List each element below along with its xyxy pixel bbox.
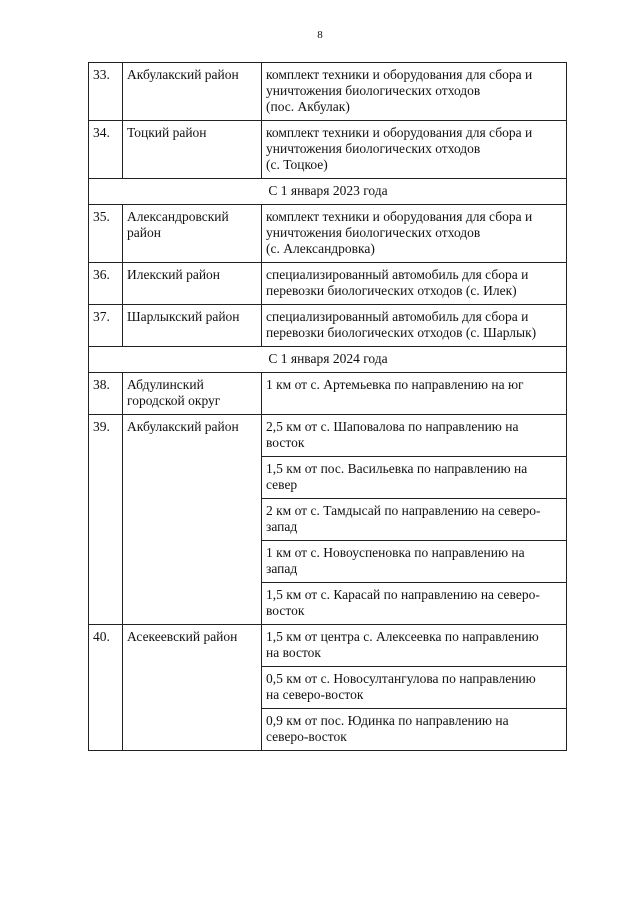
location-description (262, 541, 567, 583)
description-line: 2,5 км от с. Шаповалова по направлению на (266, 419, 519, 434)
section-heading: С 1 января 2024 года (89, 347, 567, 373)
row-number: 36. (89, 263, 123, 305)
description-line: (с. Александровка) (266, 241, 375, 256)
description-line: запад (266, 561, 298, 576)
description-line: 1 км от с. Новоуспеновка по направлению на (266, 545, 525, 560)
row-number: 33. (89, 63, 123, 121)
description-line: северо-восток (266, 729, 347, 744)
row-number: 40. (89, 625, 123, 751)
description-line: 1,5 км от с. Карасай по направлению на северо- (266, 587, 540, 602)
district-name-line: Шарлыкский район (127, 309, 240, 324)
table-body (89, 63, 567, 751)
location-description (262, 121, 567, 179)
table-row (89, 205, 567, 263)
location-description (262, 499, 567, 541)
location-description (262, 457, 567, 499)
description-line: восток (266, 435, 305, 450)
description-line: 1,5 км от центра с. Алексеевка по направлению (266, 629, 539, 644)
row-number: 34. (89, 121, 123, 179)
table-row (89, 625, 567, 667)
description-line: уничтожения биологических отходов (266, 225, 481, 240)
location-description (262, 63, 567, 121)
location-description (262, 583, 567, 625)
page-number: 8 (317, 29, 323, 41)
table-row (89, 263, 567, 305)
location-description (262, 625, 567, 667)
description-line: север (266, 477, 298, 492)
description-line: 2 км от с. Тамдысай по направлению на северо- (266, 503, 541, 518)
district-table (88, 62, 567, 751)
location-description (262, 373, 567, 415)
location-description (262, 415, 567, 457)
district-name-line: Асекеевский район (127, 629, 238, 644)
location-description (262, 205, 567, 263)
district-name-line: Тоцкий район (127, 125, 207, 140)
district-name (123, 121, 262, 179)
description-line: комплект техники и оборудования для сбора и (266, 67, 533, 82)
section-row (89, 347, 567, 373)
district-name-line: Абдулинский (127, 377, 204, 392)
section-heading: С 1 января 2023 года (89, 179, 567, 205)
description-line: на северо-восток (266, 687, 364, 702)
location-description (262, 667, 567, 709)
district-name-line: городской округ (127, 393, 221, 408)
district-name-line: Александровский (127, 209, 229, 224)
district-name-line: район (127, 225, 161, 240)
description-line: на восток (266, 645, 321, 660)
table-row (89, 305, 567, 347)
description-line: 0,5 км от с. Новосултангулова по направлению (266, 671, 536, 686)
district-name (123, 625, 262, 751)
description-line: запад (266, 519, 298, 534)
section-row (89, 179, 567, 205)
district-name-line: Илекский район (127, 267, 221, 282)
district-name (123, 305, 262, 347)
description-line: специализированный автомобиль для сбора и (266, 309, 529, 324)
location-description (262, 305, 567, 347)
description-line: перевозки биологических отходов (с. Илек) (266, 283, 517, 298)
district-name (123, 373, 262, 415)
description-line: комплект техники и оборудования для сбора и (266, 209, 533, 224)
description-line: восток (266, 603, 305, 618)
district-name (123, 205, 262, 263)
district-name (123, 415, 262, 625)
description-line: уничтожения биологических отходов (266, 141, 481, 156)
description-line: 1 км от с. Артемьевка по направлению на юг (266, 377, 524, 392)
description-line: (с. Тоцкое) (266, 157, 328, 172)
table-row (89, 121, 567, 179)
row-number: 37. (89, 305, 123, 347)
description-line: специализированный автомобиль для сбора и (266, 267, 529, 282)
district-name-line: Акбулакский район (127, 419, 239, 434)
district-name-line: Акбулакский район (127, 67, 239, 82)
row-number: 38. (89, 373, 123, 415)
row-number: 35. (89, 205, 123, 263)
table-row (89, 415, 567, 457)
district-name (123, 263, 262, 305)
description-line: комплект техники и оборудования для сбора и (266, 125, 533, 140)
description-line: (пос. Акбулак) (266, 99, 350, 114)
location-description (262, 709, 567, 751)
description-line: перевозки биологических отходов (с. Шарлык) (266, 325, 537, 340)
description-line: 1,5 км от пос. Васильевка по направлению на (266, 461, 528, 476)
table-row (89, 63, 567, 121)
row-number: 39. (89, 415, 123, 625)
district-name (123, 63, 262, 121)
description-line: 0,9 км от пос. Юдинка по направлению на (266, 713, 509, 728)
table-row (89, 373, 567, 415)
description-line: уничтожения биологических отходов (266, 83, 481, 98)
location-description (262, 263, 567, 305)
